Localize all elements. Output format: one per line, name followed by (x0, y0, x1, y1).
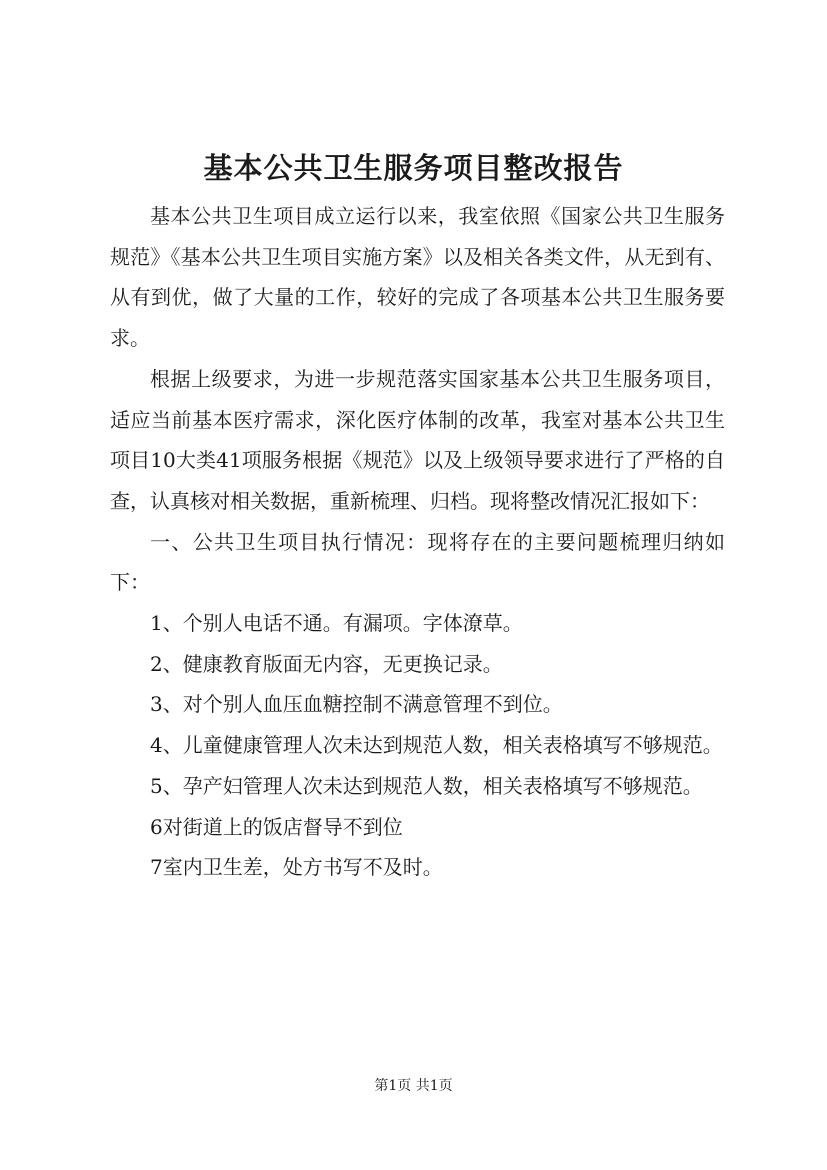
issue-item-5: 5、孕产妇管理人次未达到规范人数，相关表格填写不够规范。 (150, 773, 703, 798)
paragraph-requirements: 根据上级要求，为进一步规范落实国家基本公共卫生服务项目，适应当前基本医疗需求，深化医疗体制的改革，我室对基本公共卫生项目10大类41项服务根据《规范》以及上级领导要求进行了严格的自查，认真核对相关数据，重新梳理、归档。现将整改情况汇报如下： (110, 366, 725, 513)
issue-item-7: 7室内卫生差，处方书写不及时。 (150, 855, 443, 880)
issue-item-3: 3、对个别人血压血糖控制不满意管理不到位。 (150, 692, 563, 717)
paragraph-intro: 基本公共卫生项目成立运行以来，我室依照《国家公共卫生服务规范》《基本公共卫生项目实施方案》以及相关各类文件，从无到有、从有到优，做了大量的工作，较好的完成了各项基本公共卫生服务要求。 (110, 204, 725, 351)
issue-item-6: 6对街道上的饭店督导不到位 (150, 814, 403, 839)
issue-item-1: 1、个别人电话不通。有漏项。字体潦草。 (150, 611, 523, 636)
page-title: 基本公共卫生服务项目整改报告 (203, 151, 624, 185)
issue-item-2: 2、健康教育版面无内容，无更换记录。 (150, 651, 503, 676)
paragraph-section-one: 一、公共卫生项目执行情况：现将存在的主要问题梳理归纳如下： (110, 529, 725, 595)
issue-item-4: 4、儿童健康管理人次未达到规范人数，相关表格填写不够规范。 (150, 733, 723, 758)
page-number-footer: 第1页 共1页 (374, 1078, 453, 1094)
document-body (110, 196, 725, 888)
